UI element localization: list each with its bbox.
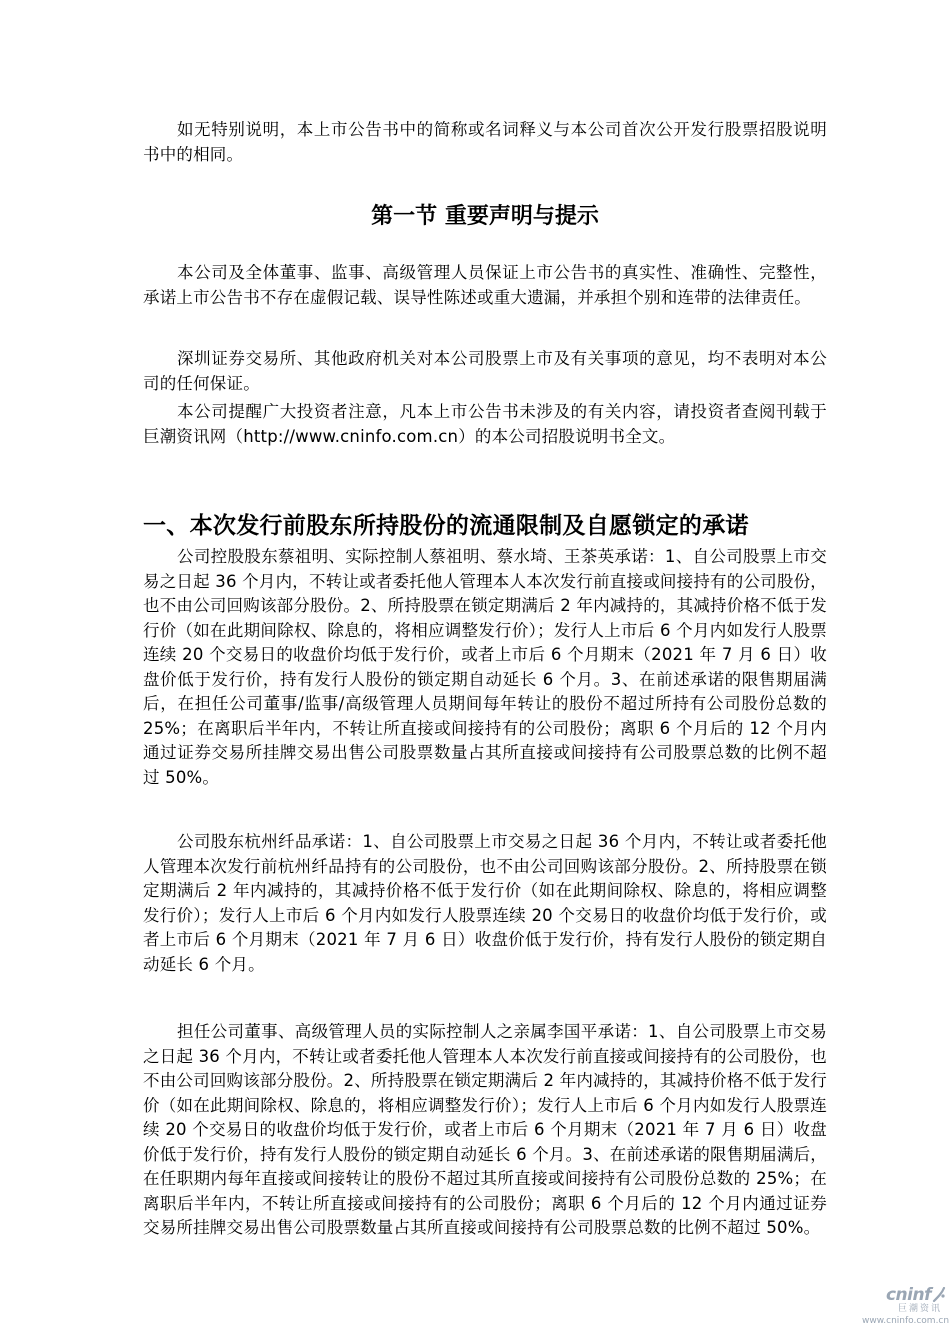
intro-note: 如无特别说明，本上市公告书中的简称或名词释义与本公司首次公开发行股票招股说明书中的相同。 (143, 120, 827, 164)
cninfo-url: www.cninfo.com.cn (862, 1316, 950, 1326)
cninfo-logo: cninf (862, 1286, 946, 1304)
cninfo-watermark (862, 1285, 950, 1336)
cninfo-chinese-name: 巨潮资讯 (897, 1304, 942, 1314)
investor-reminder-paragraph: 本公司提醒广大投资者注意，凡本上市公告书未涉及的有关内容，请投资者查阅刊载于巨潮资讯网（http://www.cninfo.com.cn）的本公司招股说明书全文。 (143, 402, 827, 446)
section-title: 第一节 重要声明与提示 (371, 204, 599, 229)
controlling-shareholder-commitment: 公司控股股东蔡祖明、实际控制人蔡祖明、蔡水埼、王茶英承诺：1、自公司股票上市交易之日起 36 个月内，不转让或者委托他人管理本人本次发行前直接或间接持有的公司股份，也不由公司回购该部分股份。2、所持股票在锁定期满后 2 年内减持的，其减持价格不低于发行价（如在此期间除权、除息的，将相应调整发行价）；发行人上市后 6 个月内如发行人股票连续 20 个交易日的收盘价均低于发行价，或者上市后 6 个月期末（2021 年 7 月 6 日）收盘价低于发行价，持有发行人股份的锁定期自动延长 6 个月。3、在前述承诺的限售期届满后，在担任公司董事/监事/高级管理人员期间每年转让的股份不超过所持有公司股份总数的 25%；在离职后半年内，不转让所直接或间接持有的公司股份；离职 6 个月后的 12 个月内通过证券交易所挂牌交易出售公司股票数量占其所直接或间接持有公司股票总数的比例不超过 50%。 (143, 547, 827, 787)
lockup-heading: 一、本次发行前股东所持股份的流通限制及自愿锁定的承诺 (143, 513, 749, 539)
exchange-disclaimer-paragraph: 深圳证券交易所、其他政府机关对本公司股票上市及有关事项的意见，均不表明对本公司的任何保证。 (143, 349, 827, 393)
declaration-paragraph: 本公司及全体董事、监事、高级管理人员保证上市公告书的真实性、准确性、完整性，承诺上市公告书不存在虚假记载、误导性陈述或重大遗漏，并承担个别和连带的法律责任。 (143, 263, 827, 307)
hangzhou-xianpin-commitment: 公司股东杭州纤品承诺：1、自公司股票上市交易之日起 36 个月内，不转让或者委托他人管理本次发行前杭州纤品持有的公司股份，也不由公司回购该部分股份。2、所持股票在锁定期满后 2 年内减持的，其减持价格不低于发行价（如在此期间除权、除息的，将相应调整发行价）；发行人上市后 6 个月内如发行人股票连续 20 个交易日的收盘价均低于发行价，或者上市后 6 个月期末（2021 年 7 月 6 日）收盘价低于发行价，持有发行人股份的锁定期自动延长 6 个月。 (143, 832, 827, 974)
li-guoping-commitment: 担任公司董事、高级管理人员的实际控制人之亲属李国平承诺：1、自公司股票上市交易之日起 36 个月内，不转让或者委托他人管理本人本次发行前直接或间接持有的公司股份，也不由公司回购该部分股份。2、所持股票在锁定期满后 2 年内减持的，其减持价格不低于发行价（如在此期间除权、除息的，将相应调整发行价）；发行人上市后 6 个月内如发行人股票连续 20 个交易日的收盘价均低于发行价，或者上市后 6 个月期末（2021 年 7 月 6 日）收盘价低于发行价，持有发行人股份的锁定期自动延长 6 个月。3、在前述承诺的限售期届满后，在任职期内每年直接或间接转让的股份不超过其所直接或间接持有公司股份总数的 25%；在离职后半年内，不转让所直接或间接持有的公司股份；离职 6 个月后的 12 个月内通过证券交易所挂牌交易出售公司股票数量占其所直接或间接持有公司股票总数的比例不超过 50%。 (143, 1022, 827, 1237)
cninfo-swirl-icon (932, 1287, 946, 1303)
